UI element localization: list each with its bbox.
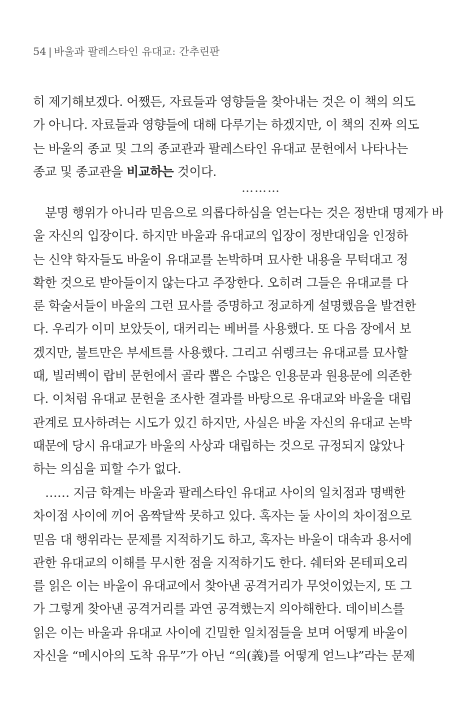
text-line: 확한 것으로 받아들이지 않는다고 주장한다. 오히려 그들은 유대교를 다 xyxy=(33,274,408,290)
text-line: 가 그렇게 찾아낸 공격거리를 과연 공격했는지 의아해한다. 데이비스를 xyxy=(33,601,405,617)
paragraph-quote xyxy=(33,481,443,667)
text-line: 룬 학술서들이 바울의 그런 묘사를 증명하고 정교하게 설명했음을 발견한 xyxy=(33,298,416,314)
text-line: 차이점 사이에 끼어 옴짝달싹 못하고 있다. 혹자는 둘 사이의 차이점으로 xyxy=(33,508,412,524)
text-line: 겠지만, 불트만은 부세트를 사용했다. 그리고 쉬렝크는 유대교를 묘사할 xyxy=(33,344,408,360)
text-line: 울 자신의 입장이다. 하지만 바울과 유대교의 입장이 정반대임을 인정하 xyxy=(33,228,408,244)
text-line: 때문에 당시 유대교가 바울의 사상과 대립하는 것으로 규정되지 않았나 xyxy=(33,437,405,453)
text-line-with-emphasis xyxy=(33,160,443,183)
text-line: 관한 유대교의 이해를 무시한 점을 지적하기도 한다. 쉐터와 몬테피오리 xyxy=(33,554,408,570)
text-line: 가 아니다. 자료들과 영향들에 대해 다루기는 하겠지만, 이 책의 진짜 의도 xyxy=(33,117,420,133)
header-separator: | xyxy=(48,46,52,58)
running-header xyxy=(33,44,220,59)
paragraph-intro xyxy=(33,90,443,183)
text-line: 때, 빌러벡이 랍비 문헌에서 골라 뽑은 수많은 인용문과 원용문에 의존한 xyxy=(33,368,412,384)
text-line: 다. 우리가 이미 보았듯이, 대커리는 베버를 사용했다. 또 다음 장에서 보 xyxy=(33,321,412,337)
section-divider: ……… xyxy=(241,181,281,195)
paragraph-main xyxy=(33,201,443,481)
text-line: 는 바울의 종교 및 그의 종교관과 팔레스타인 유대교 문헌에서 나타나는 xyxy=(33,140,408,156)
text-run: 종교 및 종교관을 xyxy=(33,163,127,179)
text-line: …… 지금 학계는 바울과 팔레스타인 유대교 사이의 일치점과 명백한 xyxy=(45,485,406,500)
emphasized-word: 비교하는 xyxy=(126,163,174,179)
running-title: 바울과 팔레스타인 유대교: 간추린판 xyxy=(53,46,220,58)
text-line: 를 읽은 이는 바울이 유대교에서 찾아낸 공격거리가 무엇이었는지, 또 그 xyxy=(33,578,412,594)
text-line: 자신을 “메시아의 도착 유무”가 아닌 “의(義)를 어떻게 얻느냐”라는 문제 xyxy=(33,648,415,664)
text-line: 다. 이처럼 유대교 문헌을 조사한 결과를 바탕으로 유대교와 바울을 대립 xyxy=(33,391,412,407)
text-line: 하는 의심을 피할 수가 없다. xyxy=(33,461,182,477)
page-number: 54 xyxy=(33,46,47,58)
text-line: 분명 행위가 아니라 믿음으로 의롭다하심을 얻는다는 것은 정반대 명제가 바 xyxy=(45,205,443,220)
text-line: 는 신약 학자들도 바울이 유대교를 논박하며 묘사한 내용을 무턱대고 정 xyxy=(33,251,408,267)
text-run: 것이다. xyxy=(173,163,217,179)
text-line: 관계로 묘사하려는 시도가 있긴 하지만, 사실은 바울 자신의 유대교 논박 xyxy=(33,414,412,430)
text-line: 히 제기해보겠다. 어쨌든, 자료들과 영향들을 찾아내는 것은 이 책의 의도 xyxy=(33,94,416,109)
text-line: 읽은 이는 바울과 유대교 사이에 긴밀한 일치점들을 보며 어떻게 바울이 xyxy=(33,624,408,640)
text-line: 믿음 대 행위라는 문제를 지적하기도 하고, 혹자는 바울이 대속과 용서에 xyxy=(33,531,412,547)
